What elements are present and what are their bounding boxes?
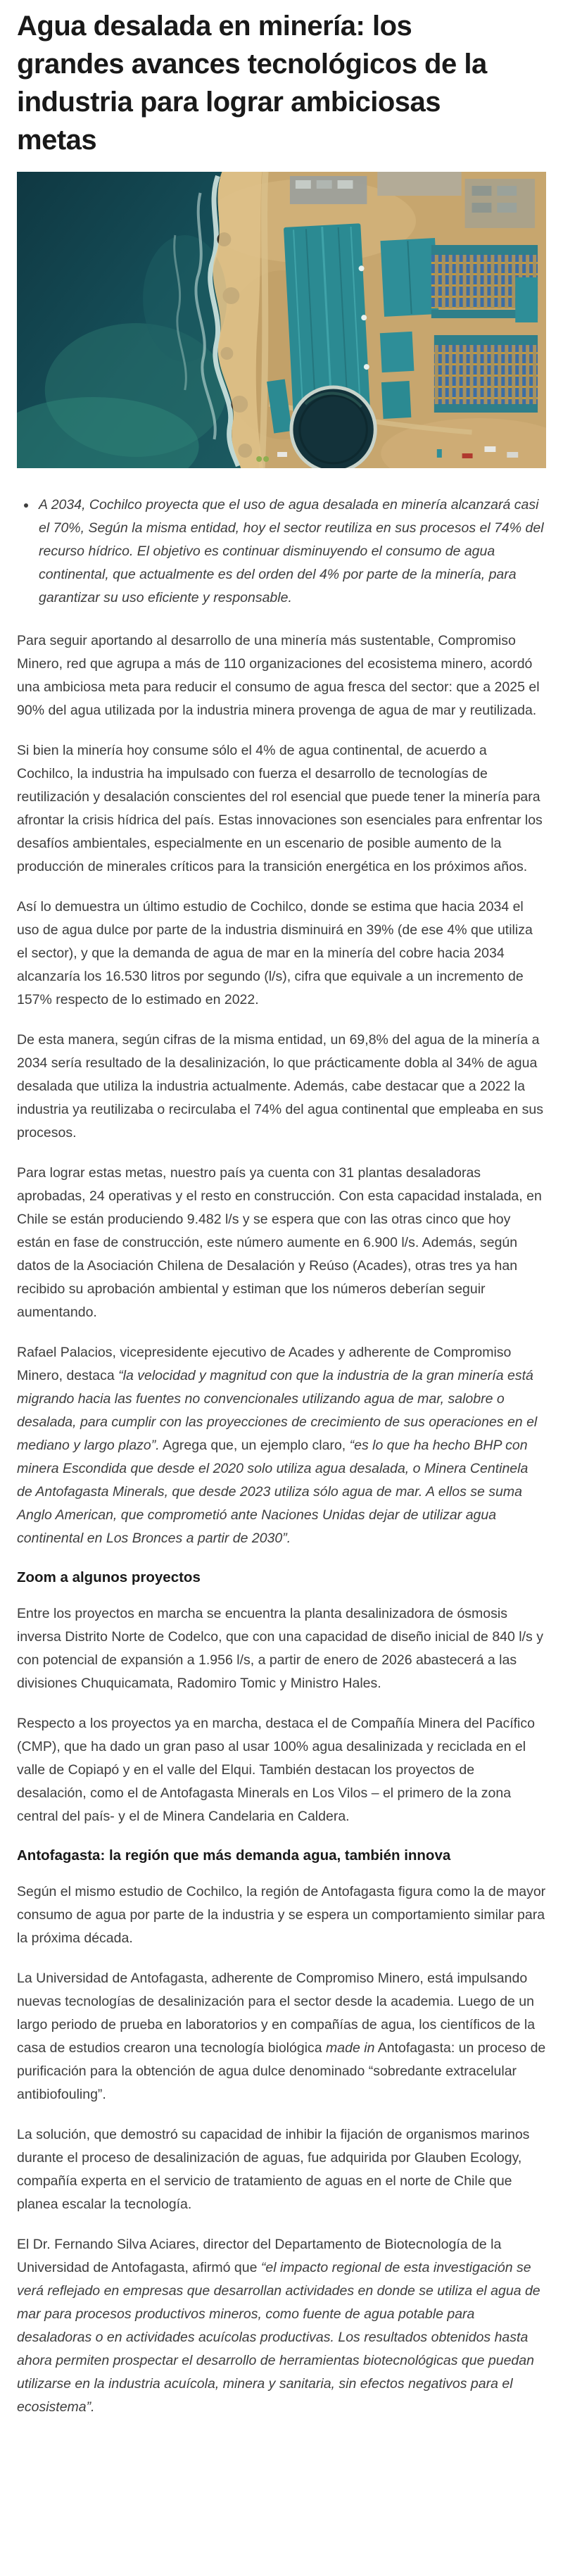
section-heading-proyectos: Zoom a algunos proyectos (17, 1569, 201, 1585)
paragraph-compromiso-minero: Para seguir aportando al desarrollo de una minería más sustentable, Compromiso Minero, red que agrupa a más de 110 organizaciones del ecosistema minero, acordó una ambiciosa meta para reducir el consumo de agua fresca del sector: que a 2025 el 90% del agua utilizada por la industria minera provenga de agua de mar y reutilizada. (17, 633, 540, 718)
quote-run: “el impacto regional de esta investigación se verá reflejado en empresas que desarrollan actividades en donde se utiliza el agua de mar para procesos productivos mineros, como fuente de agua potable para desaladoras o en actividades acuícolas productivas. Los resultados obtenidos hasta ahora permiten prospectar el desarrollo de herramientas biotecnológicas que puedan utilizarse en la industria acuícola, minera y sanitaria, sin efectos negativos para el ecosistema”. (17, 2260, 540, 2415)
paragraph-region-antofagasta: Según el mismo estudio de Cochilco, la región de Antofagasta figura como la de mayor consumo de agua por parte de la industria y se espera un comportamiento similar para la próxima década. (17, 1884, 546, 1946)
hero-image (17, 172, 546, 468)
section-heading-antofagasta: Antofagasta: la región que más demanda agua, también innova (17, 1847, 451, 1864)
paragraph-plantas-desaladoras: Para lograr estas metas, nuestro país ya cuenta con 31 plantas desaladoras aprobadas, 24 operativas y el resto en construcción. Con esta capacidad instalada, en Chile se están produciendo 9.482 l/s y se espera que con las otras cinco que hoy están en fase de construcción, este número aumente en 6.900 l/s. Además, según datos de la Asociación Chilena de Desalación y Reúso (Acades), otras tres ya han recibido su aprobación ambiental y estiman que los números deberían seguir aumentando. (17, 1165, 542, 1320)
paragraph-fernando-silva (17, 2233, 546, 2419)
paragraph-estudio-cochilco: Así lo demuestra un último estudio de Cochilco, donde se estima que hacia 2034 el uso de agua dulce por parte de la industria disminuirá en 39% (de ese 4% que utiliza el sector), y que la demanda de agua de mar en la minería del cobre hacia 2034 alcanzaría los 16.530 litros por segundo (l/s), cifra que equivale a un incremento de 157% respecto de lo estimado en 2022. (17, 899, 533, 1007)
settling-pond (291, 387, 375, 468)
key-point-item: • A 2034, Cochilco proyecta que el uso de agua desalada en minería alcanzará casi el 70%, Según la misma entidad, hoy el sector reutiliza en sus procesos el 74% del recurso hídrico. El objetivo es continuar disminuyendo el consumo de agua continental, que actualmente es del orden del 4% por parte de la minería, para garantizar su uso eficiente y responsable. (37, 494, 546, 610)
quote-run: “es lo que ha hecho BHP con minera Escondida que desde el 2020 solo utiliza agua desalada, o Minera Centinela de Antofagasta Minerals, que desde 2023 utiliza sólo agua de mar. A ellos se suma Anglo American, que comprometió ante Naciones Unidas dejar de utilizar agua continental en Los Bronces a partir de 2030”. (17, 1438, 529, 1546)
quote-run: “la velocidad y magnitud con que la industria de la gran minería está migrando hacia las fuentes no convencionales utilizando agua de mar, salobre o desalada, para cumplir con las proyecciones de crecimiento de sus operaciones en el mediano y largo plazo”. (17, 1368, 538, 1453)
quote-run: made in (326, 2040, 375, 2056)
text-run: La Universidad de Antofagasta, adherente de Compromiso Minero, está impulsando nuevas tecnologías de desalinización para el sector desde la academia. Luego de un largo periodo de prueba en laboratorios y en compañías de agua, los científicos de la casa de estudios crearon una tecnología biológica (17, 1971, 536, 2056)
text-run: Antofagasta: un proceso de purificación para la obtención de agua dulce denominado “sobredante extracelular antibiofouling”. (17, 2040, 546, 2102)
page-title: Agua desalada en minería: los grandes avances tecnológicos de la industria para lograr ambiciosas metas (17, 11, 487, 156)
text-run: Rafael Palacios, vicepresidente ejecutivo de Acades y adherente de Compromiso Minero, destaca (17, 1345, 512, 1383)
paragraph-desalinizacion-cifras: De esta manera, según cifras de la misma entidad, un 69,8% del agua de la minería a 2034 sería resultado de la desalinización, lo que prácticamente dobla al 34% de agua desalada que utiliza la industria actualmente. Además, cabe destacar que a 2022 la industria ya reutilizaba o recirculaba el 74% del agua continental que empleaba en sus procesos. (17, 1032, 543, 1141)
paragraph-tecnologias: Si bien la minería hoy consume sólo el 4% de agua continental, de acuerdo a Cochilco, la industria ha impulsado con fuerza el desarrollo de tecnologías de reutilización y desalación conscientes del rol esencial que puede tener la minería para afrontar la crisis hídrica del país. Estas innovaciones son esenciales para enfrentar los desafíos ambientales, especialmente en un escenario de posible aumento de la producción de minerales críticos para la transición energética en los próximos años. (17, 743, 543, 874)
paragraph-distrito-norte: Entre los proyectos en marcha se encuentra la planta desalinizadora de ósmosis inversa Distrito Norte de Codelco, que con una capacidad de diseño inicial de 840 l/s y con potencial de expansión a 1.956 l/s, a partir de enero de 2026 abastecerá a las divisiones Chuquicamata, Radomiro Tomic y Ministro Hales. (17, 1606, 543, 1691)
key-points-list (17, 494, 546, 610)
paragraph-glauben-ecology: La solución, que demostró su capacidad de inhibir la fijación de organismos marinos durante el proceso de desalinización de aguas, fue adquirida por Glauben Ecology, compañía experta en el servicio de tratamiento de aguas en el norte de Chile que planea escalar la tecnología. (17, 2127, 530, 2212)
paragraph-universidad-antofagasta (17, 1967, 546, 2106)
paragraph-rafael-palacios (17, 1341, 546, 1550)
paragraph-cmp: Respecto a los proyectos ya en marcha, destaca el de Compañía Minera del Pacífico (CMP), que ha dado un gran paso al usar 100% agua desalinizada y reciclada en el valle de Copiapó y en el valle del Elqui. También destacan los proyectos de desalación, como el de Antofagasta Minerals en Los Vilos – el primero de la zona central del país- y el de Minera Candelaria en Caldera. (17, 1716, 535, 1824)
ocean (17, 172, 252, 468)
text-run: El Dr. Fernando Silva Aciares, director del Departamento de Biotecnología de la Universidad de Antofagasta, afirmó que (17, 2237, 502, 2275)
text-run: Agrega que, un ejemplo claro, (159, 1438, 350, 1453)
